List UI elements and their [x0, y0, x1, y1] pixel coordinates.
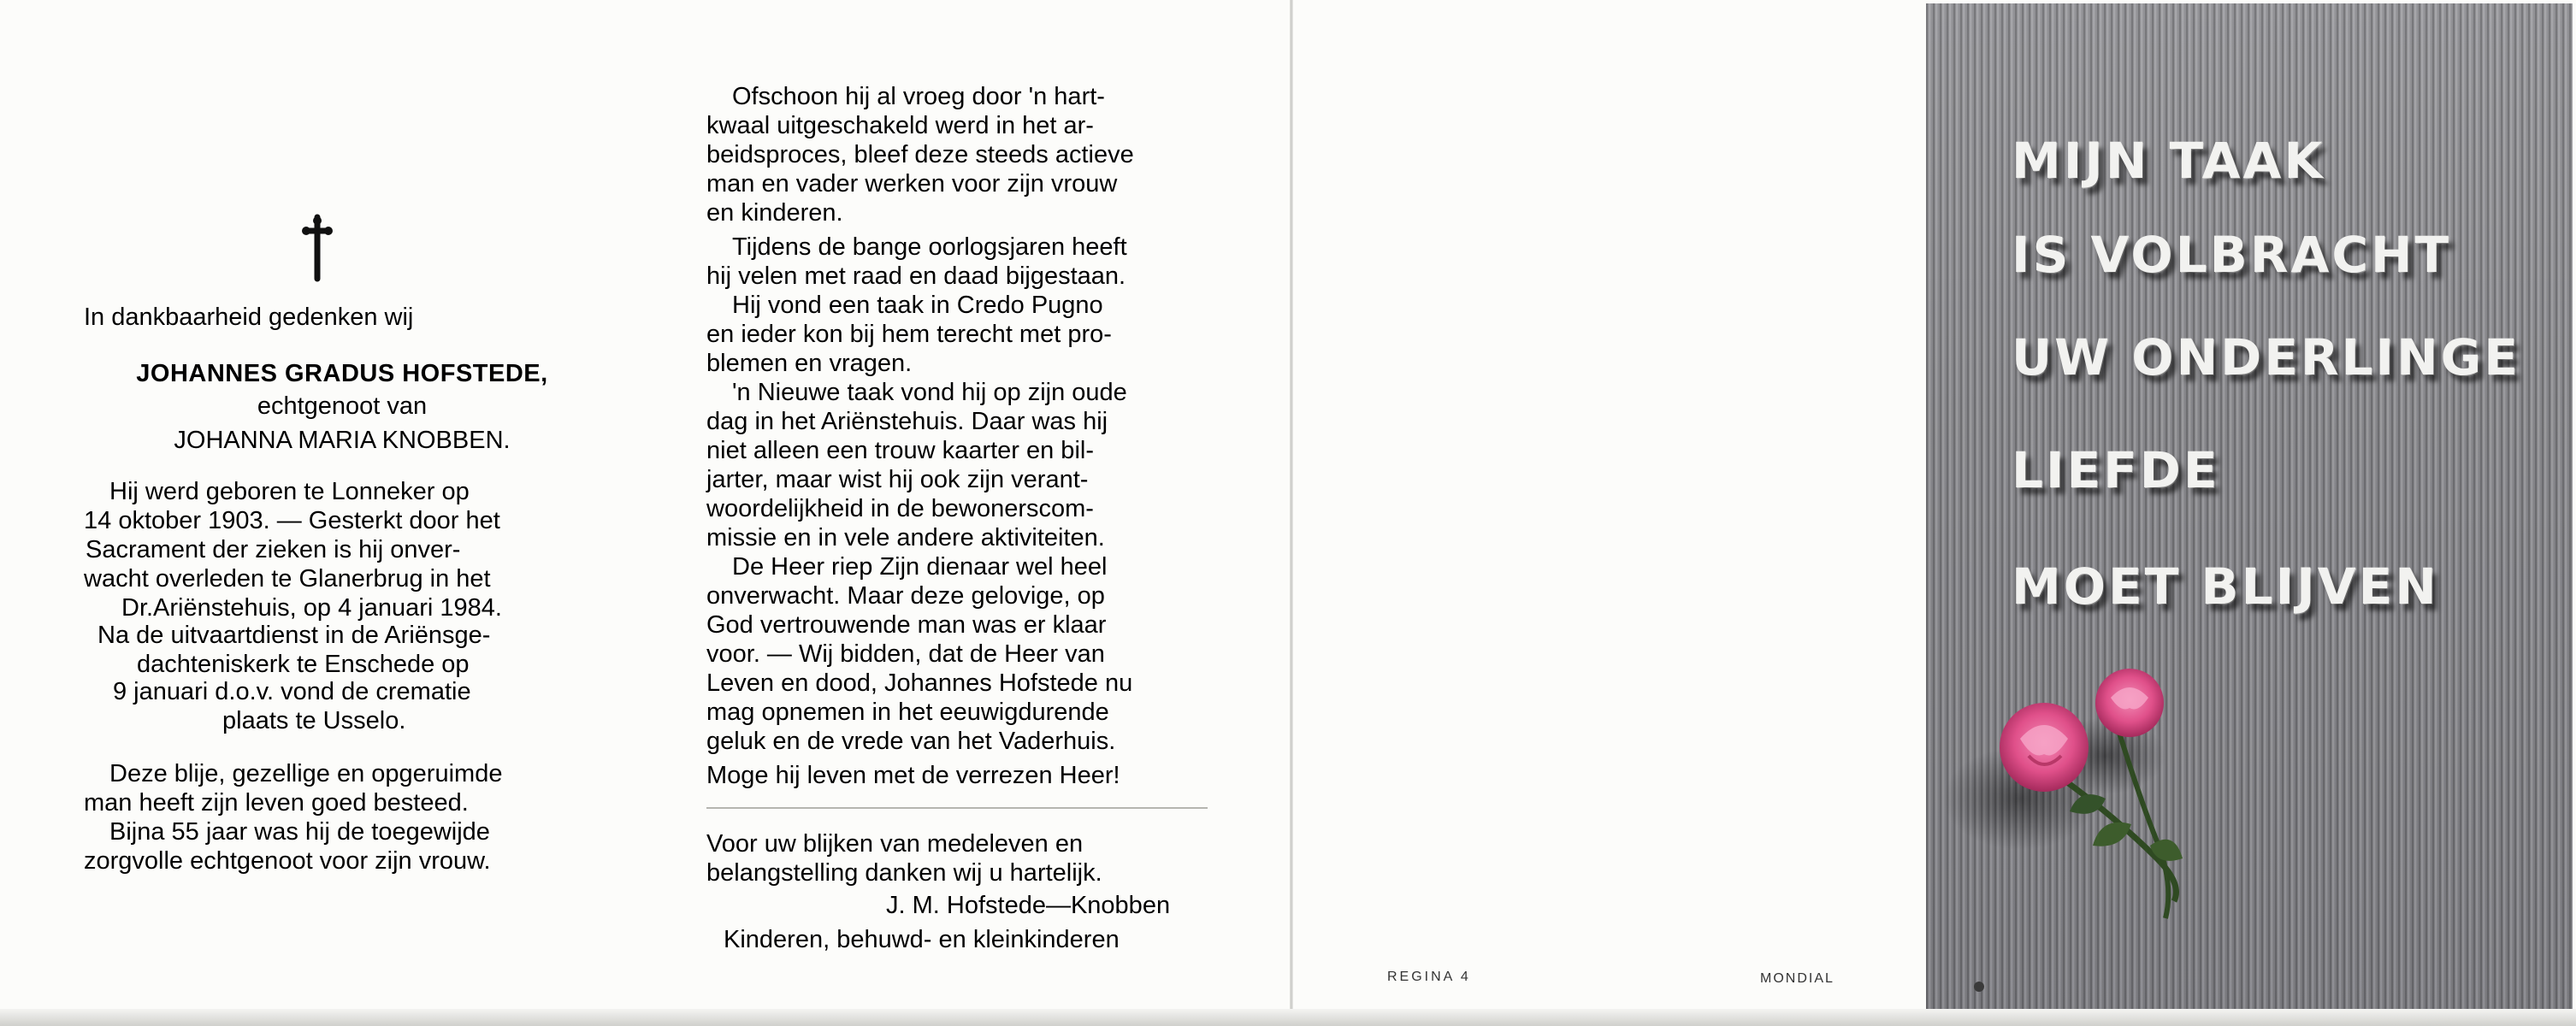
text-line: 14 oktober 1903. — Gesterkt door het: [84, 507, 500, 534]
text-line: jarter, maar wist hij ook zijn verant-: [706, 466, 1089, 493]
intro-text: In dankbaarheid gedenken wij: [84, 304, 414, 331]
rose-leaf: [2093, 823, 2131, 846]
text-line: en ieder kon bij hem terecht met pro-: [706, 321, 1112, 348]
inscription-line: MIJN TAAK: [2012, 132, 2325, 190]
divider: [706, 807, 1208, 809]
text-line: Deze blije, gezellige en opgeruimde: [109, 760, 503, 787]
text-line: belangstelling danken wij u hartelijk.: [706, 859, 1102, 887]
text-line: wacht overleden te Glanerbrug in het: [84, 565, 491, 593]
family-line: Kinderen, behuwd- en kleinkinderen: [724, 926, 1120, 953]
text-line: mag opnemen in het eeuwigdurende: [706, 699, 1109, 726]
text-line: blemen en vragen.: [706, 350, 913, 377]
cross-icon: [296, 214, 339, 282]
text-line: Moge hij leven met de verrezen Heer!: [706, 762, 1120, 789]
retirement-paragraph: [706, 378, 1208, 552]
text-line: dag in het Ariënstehuis. Daar was hij: [706, 408, 1108, 435]
text-line: Dr.Ariënstehuis, op 4 januari 1984.: [121, 594, 502, 622]
text-line: en kinderen.: [706, 199, 843, 227]
text-line: God vertrouwende man was er klaar: [706, 611, 1107, 639]
text-line: Hij werd geboren te Lonneker op: [109, 478, 470, 505]
text-line: dachteniskerk te Enschede op: [137, 651, 470, 678]
inscription-line: LIEFDE: [2012, 441, 2220, 499]
text-line: Leven en dood, Johannes Hofstede nu: [706, 669, 1133, 697]
spouse-label: echtgenoot van: [257, 392, 428, 420]
text-line: kwaal uitgeschakeld werd in het ar-: [706, 112, 1094, 139]
text-line: beidsproces, bleef deze steeds actieve: [706, 141, 1134, 168]
work-paragraph: [706, 82, 1208, 227]
prayer-paragraph: [706, 552, 1208, 790]
inscription-line: IS VOLBRACHT: [2012, 226, 2452, 284]
thanks-paragraph: [706, 829, 1208, 954]
publisher-mark: MONDIAL: [1760, 971, 1835, 986]
roses-image: [1926, 3, 2573, 1012]
text-line: man en vader werken voor zijn vrouw: [706, 170, 1118, 198]
text-line: Tijdens de bange oorlogsjaren heeft: [732, 233, 1127, 261]
text-line: voor. — Wij bidden, dat de Heer van: [706, 640, 1105, 668]
card-fold: [1290, 0, 1293, 1026]
spouse-name: JOHANNA MARIA KNOBBEN.: [174, 427, 511, 454]
printer-code: REGINA 4: [1387, 970, 1471, 984]
text-line: Ofschoon hij al vroeg door 'n hart-: [732, 83, 1105, 110]
text-line: plaats te Usselo.: [222, 707, 406, 734]
text-line: man heeft zijn leven goed besteed.: [84, 789, 469, 817]
text-line: geluk en de vrede van het Vaderhuis.: [706, 728, 1116, 755]
inscription-line: UW ONDERLINGE: [2012, 328, 2520, 386]
text-line: hij velen met raad en daad bijgestaan.: [706, 262, 1126, 290]
text-line: 9 januari d.o.v. vond de crematie: [113, 678, 471, 705]
war-paragraph: [706, 233, 1208, 378]
text-line: niet alleen een trouw kaarter en bil-: [706, 437, 1094, 464]
signature: J. M. Hofstede—Knobben: [886, 892, 1171, 919]
text-line: woordelijkheid in de bewonerscom-: [706, 495, 1094, 522]
text-line: Bijna 55 jaar was hij de toegewijde: [109, 818, 490, 846]
deceased-name: JOHANNES GRADUS HOFSTEDE,: [136, 360, 548, 387]
memorial-photo: [1926, 3, 2573, 1012]
text-line: 'n Nieuwe taak vond hij op zijn oude: [732, 379, 1127, 406]
text-line: Sacrament der zieken is hij onver-: [86, 536, 461, 563]
card-edge: [0, 1009, 2576, 1026]
text-line: Na de uitvaartdienst in de Ariënsge-: [97, 622, 491, 649]
text-line: Voor uw blijken van medeleven en: [706, 830, 1084, 858]
text-line: zorgvolle echtgenoot voor zijn vrouw.: [84, 847, 491, 875]
text-line: missie en in vele andere aktiviteiten.: [706, 524, 1105, 551]
text-line: onverwacht. Maar deze gelovige, op: [706, 582, 1105, 610]
text-line: Hij vond een taak in Credo Pugno: [732, 292, 1103, 319]
text-line: De Heer riep Zijn dienaar wel heel: [732, 553, 1108, 581]
inscription-line: MOET BLIJVEN: [2012, 557, 2439, 616]
